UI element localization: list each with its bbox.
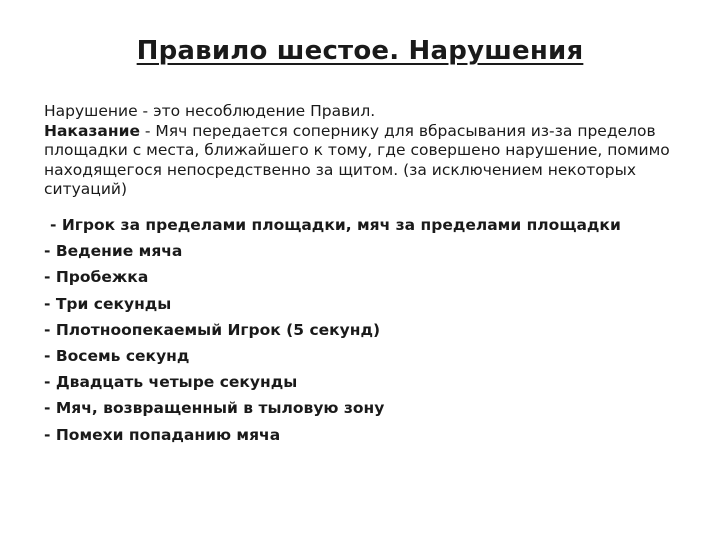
list-item: - Мяч, возвращенный в тыловую зону — [44, 399, 385, 418]
list-item: - Двадцать четыре секунды — [44, 373, 298, 392]
intro-block — [44, 102, 684, 200]
violations-list — [44, 212, 704, 448]
penalty-label: Наказание — [44, 121, 140, 140]
slide-title: Правило шестое. Нарушения — [136, 36, 584, 66]
list-item: - Восемь секунд — [44, 346, 190, 365]
penalty-text: - Мяч передается сопернику для вбрасывания из-за пределов площадки с места, ближайшего к тому, где совершено нарушение, помимо находящегося непосредственно за щитом. (за исключением некоторых ситуаций) — [44, 121, 670, 198]
list-item: - Помехи попаданию мяча — [44, 425, 281, 444]
list-item: - Плотноопекаемый Игрок (5 секунд) — [44, 320, 381, 339]
list-item: - Три секунды — [44, 294, 172, 313]
penalty-paragraph — [44, 122, 684, 200]
list-item: - Пробежка — [44, 268, 149, 287]
list-item: - Игрок за пределами площадки, мяч за пределами площадки — [50, 216, 621, 234]
list-item: - Ведение мяча — [44, 242, 183, 261]
violation-definition: Нарушение - это несоблюдение Правил. — [44, 102, 376, 120]
